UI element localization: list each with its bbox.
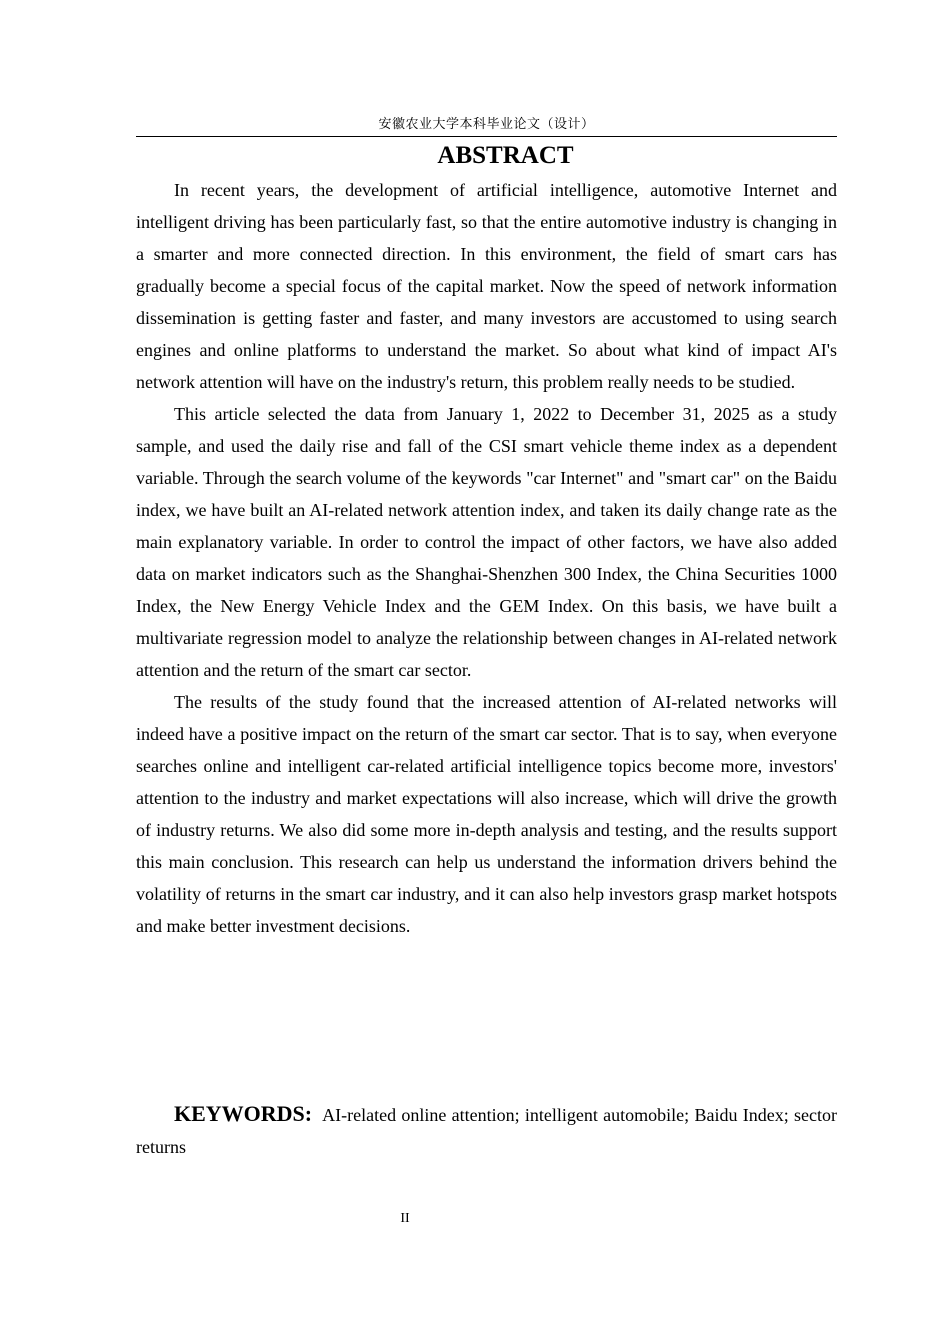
abstract-body xyxy=(136,174,837,942)
header-divider xyxy=(136,136,837,137)
running-header: 安徽农业大学本科毕业论文（设计） xyxy=(378,116,595,131)
abstract-title: ABSTRACT xyxy=(437,142,574,169)
keywords-label: KEYWORDS: xyxy=(174,1101,313,1126)
page-number: II xyxy=(400,1211,410,1226)
keywords-line xyxy=(136,1098,837,1163)
keywords-text: AI-related online attention; intelligent automobile; Baidu Index; sector returns xyxy=(136,1105,837,1157)
abstract-paragraph-3: The results of the study found that the increased attention of AI-related networks will indeed have a positive impact on the return of the smart car sector. That is to say, when everyone searches online and intelligent car-related artificial intelligence topics become more, investors' attention to the industry and market expectations will also increase, which will drive the growth of industry returns. We also did some more in-depth analysis and testing, and the results support this main conclusion. This research can help us understand the information drivers behind the volatility of returns in the smart car industry, and it can also help investors grasp market hotspots and make better investment decisions. xyxy=(136,692,837,936)
abstract-paragraph-1: In recent years, the development of artificial intelligence, automotive Internet and intelligent driving has been particularly fast, so that the entire automotive industry is changing in a smarter and more connected direction. In this environment, the field of smart cars has gradually become a special focus of the capital market. Now the speed of network information dissemination is getting faster and faster, and many investors are accustomed to using search engines and online platforms to understand the market. So about what kind of impact AI's network attention will have on the industry's return, this problem really needs to be studied. xyxy=(136,180,837,392)
abstract-paragraph-2: This article selected the data from January 1, 2022 to December 31, 2025 as a study sample, and used the daily rise and fall of the CSI smart vehicle theme index as a dependent variable. Through the search volume of the keywords "car Internet" and "smart car" on the Baidu index, we have built an AI-related network attention index, and taken its daily change rate as the main explanatory variable. In order to control the impact of other factors, we have also added data on market indicators such as the Shanghai-Shenzhen 300 Index, the China Securities 1000 Index, the New Energy Vehicle Index and the GEM Index. On this basis, we have built a multivariate regression model to analyze the relationship between changes in AI-related network attention and the return of the smart car sector. xyxy=(136,404,837,680)
